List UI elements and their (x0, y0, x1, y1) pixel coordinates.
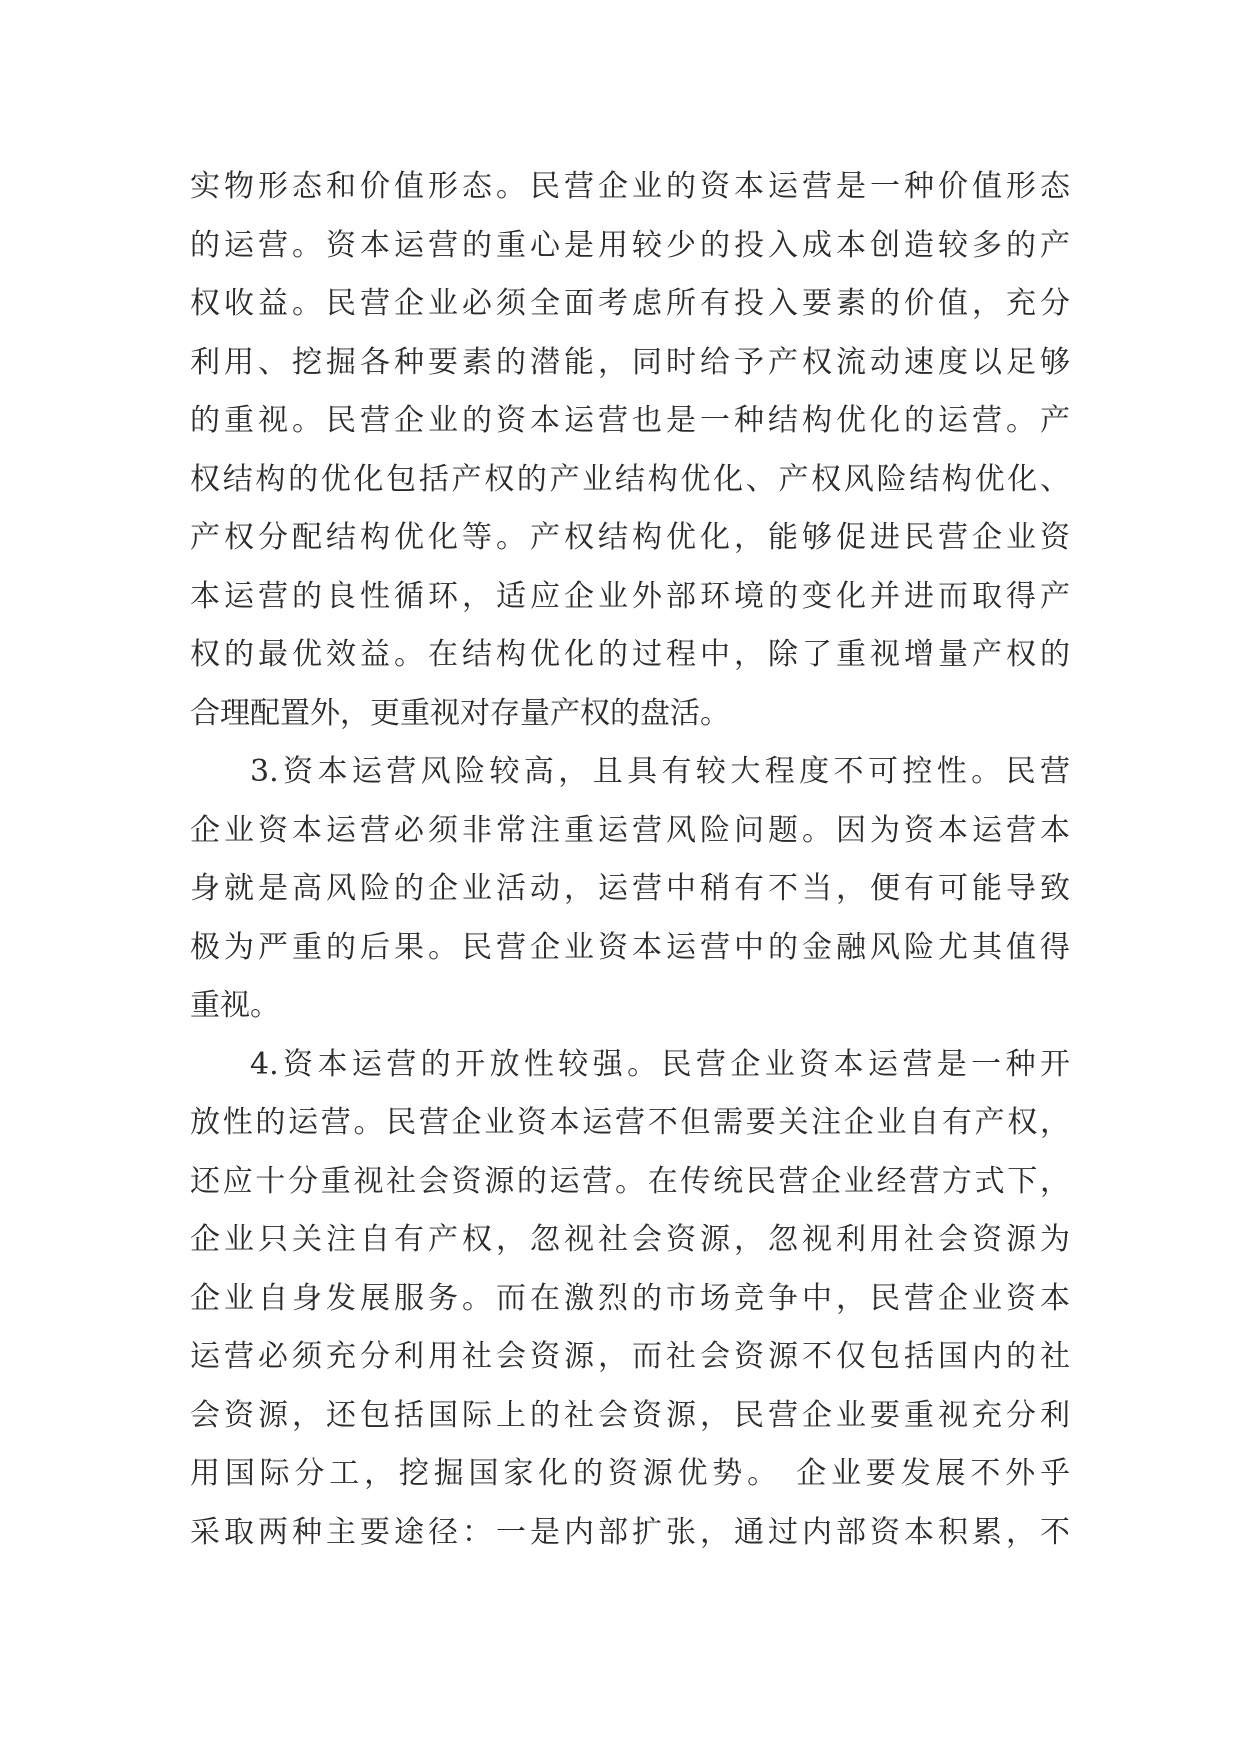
text-line: 采取两种主要途径：一是内部扩张，通过内部资本积累，不 (190, 1514, 1070, 1550)
text-line: 实物形态和价值形态。民营企业的资本运营是一种价值形态 (190, 169, 1070, 204)
text-line: 利用、挖掘各种要素的潜能，同时给予产权流动速度以足够 (190, 344, 1070, 380)
text-line: 还应十分重视社会资源的运营。在传统民营企业经营方式下， (190, 1163, 1070, 1199)
text-line: 重视。 (190, 988, 280, 1023)
text-line: 企业只关注自有产权，忽视社会资源，忽视利用社会资源为 (190, 1222, 1070, 1257)
text-line: 合理配置外，更重视对存量产权的盘活。 (190, 695, 730, 731)
paragraph-heading-3: 3.资本运营风险较高，且具有较大程度不可控性。民营 (250, 754, 1070, 789)
text-line: 企业资本运营必须非常注重运营风险问题。因为资本运营本 (190, 812, 1070, 848)
text-line: 用国际分工，挖掘国家化的资源优势。 企业要发展不外乎 (190, 1456, 1070, 1491)
text-line: 的重视。民营企业的资本运营也是一种结构优化的运营。产 (190, 403, 1070, 438)
body-text (190, 158, 1070, 1562)
text-line: 权收益。民营企业必须全面考虑所有投入要素的价值，充分 (190, 286, 1070, 321)
text-line: 极为严重的后果。民营企业资本运营中的金融风险尤其值得 (190, 929, 1070, 965)
text-line: 权的最优效益。在结构优化的过程中，除了重视增量产权的 (190, 637, 1070, 672)
text-line: 的运营。资本运营的重心是用较少的投入成本创造较多的产 (190, 227, 1070, 263)
text-line: 放性的运营。民营企业资本运营不但需要关注企业自有产权， (190, 1105, 1070, 1140)
text-line: 本运营的良性循环，适应企业外部环境的变化并进而取得产 (190, 578, 1070, 614)
text-line: 运营必须充分利用社会资源，而社会资源不仅包括国内的社 (190, 1339, 1070, 1374)
text-line: 会资源，还包括国际上的社会资源，民营企业要重视充分利 (190, 1397, 1070, 1433)
text-line: 身就是高风险的企业活动，运营中稍有不当，便有可能导致 (190, 871, 1070, 906)
paragraph-heading-4: 4.资本运营的开放性较强。民营企业资本运营是一种开 (250, 1046, 1070, 1082)
text-line: 企业自身发展服务。而在激烈的市场竞争中，民营企业资本 (190, 1280, 1070, 1316)
text-line: 权结构的优化包括产权的产业结构优化、产权风险结构优化、 (190, 461, 1070, 497)
text-line: 产权分配结构优化等。产权结构优化，能够促进民营企业资 (190, 520, 1070, 555)
